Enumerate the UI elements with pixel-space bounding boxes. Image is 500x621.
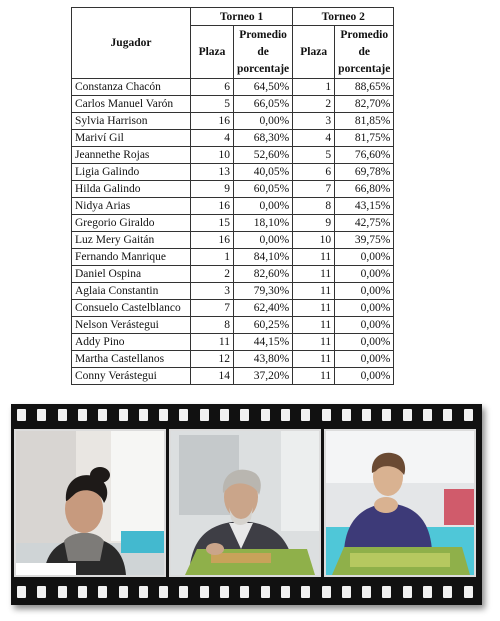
table-row [72,334,394,351]
row-jugador: Jeannethe Rojas [72,147,191,164]
row-t1-plaza: 5 [191,96,234,113]
sprocket-hole [342,409,351,421]
row-t2-promedio: 82,70% [335,96,394,113]
row-t1-plaza: 16 [191,198,234,215]
row-jugador: Aglaia Constantin [72,283,191,300]
table-row [72,147,394,164]
header-t2-promedio-line3: porcentaje [338,62,391,75]
photo-older-man [171,431,319,575]
photo-woman-thinking [326,431,474,575]
row-t2-plaza: 2 [293,96,335,113]
sprocket-hole [37,586,46,598]
row-t2-promedio: 0,00% [335,351,394,368]
row-jugador: Carlos Manuel Varón [72,96,191,113]
photo-frame-2 [169,429,321,577]
row-t1-promedio: 44,15% [234,334,293,351]
table-row [72,164,394,181]
photo-woman-seated [16,431,164,575]
row-t1-plaza: 2 [191,266,234,283]
sprocket-hole [17,409,26,421]
row-t2-promedio: 42,75% [335,215,394,232]
row-t2-promedio: 0,00% [335,334,394,351]
row-t1-promedio: 60,05% [234,181,293,198]
sprocket-hole [322,409,331,421]
header-t1-promedio [234,26,293,79]
row-t2-plaza: 11 [293,351,335,368]
sprocket-hole [17,586,26,598]
row-t1-plaza: 4 [191,130,234,147]
row-t1-plaza: 7 [191,300,234,317]
row-t1-promedio: 66,05% [234,96,293,113]
row-t1-plaza: 16 [191,232,234,249]
sprocket-hole [240,586,249,598]
sprocket-hole [220,409,229,421]
table-row [72,113,394,130]
sprocket-hole [58,409,67,421]
results-table [71,7,394,385]
row-t1-plaza: 10 [191,147,234,164]
table-row [72,300,394,317]
row-t2-plaza: 5 [293,147,335,164]
header-jugador: Jugador [72,8,191,79]
row-t2-promedio: 0,00% [335,317,394,334]
header-t1-promedio-line2: de [257,45,269,58]
row-t1-promedio: 64,50% [234,79,293,96]
photo-frame-3 [324,429,476,577]
sprocket-hole [220,586,229,598]
sprocket-hole [159,586,168,598]
header-t2-promedio-line1: Promedio [340,28,389,41]
row-t1-promedio: 60,25% [234,317,293,334]
table-row [72,232,394,249]
sprocket-hole [98,586,107,598]
sprocket-hole [362,409,371,421]
row-jugador: Daniel Ospina [72,266,191,283]
row-t2-plaza: 11 [293,368,335,385]
row-t2-promedio: 0,00% [335,300,394,317]
row-t1-promedio: 52,60% [234,147,293,164]
sprocket-hole [423,586,432,598]
row-t1-plaza: 13 [191,164,234,181]
table-row [72,215,394,232]
table-row [72,317,394,334]
row-t2-plaza: 8 [293,198,335,215]
row-t1-plaza: 12 [191,351,234,368]
row-t2-plaza: 6 [293,164,335,181]
row-t2-promedio: 43,15% [335,198,394,215]
row-t2-promedio: 0,00% [335,283,394,300]
row-t1-promedio: 84,10% [234,249,293,266]
table-row [72,351,394,368]
header-t1-promedio-line1: Promedio [239,28,287,41]
results-table-body [72,79,394,385]
row-jugador: Sylvia Harrison [72,113,191,130]
row-t2-plaza: 11 [293,249,335,266]
row-t1-plaza: 6 [191,79,234,96]
row-t1-promedio: 82,60% [234,266,293,283]
row-t1-plaza: 9 [191,181,234,198]
sprocket-hole [78,409,87,421]
row-t1-plaza: 11 [191,334,234,351]
row-t2-plaza: 11 [293,283,335,300]
row-t2-promedio: 81,85% [335,113,394,130]
row-t1-promedio: 18,10% [234,215,293,232]
sprocket-hole [464,586,473,598]
header-torneo-1: Torneo 1 [191,8,293,26]
row-t1-plaza: 15 [191,215,234,232]
row-t2-promedio: 0,00% [335,249,394,266]
sprocket-hole [78,586,87,598]
row-t2-plaza: 10 [293,232,335,249]
row-jugador: Luz Mery Gaitán [72,232,191,249]
header-t1-plaza: Plaza [191,26,234,79]
row-t1-plaza: 16 [191,113,234,130]
sprocket-hole [179,586,188,598]
sprocket-hole [342,586,351,598]
sprocket-hole [200,586,209,598]
row-t2-plaza: 11 [293,300,335,317]
sprocket-hole [261,586,270,598]
photo-frame-1 [14,429,166,577]
sprocket-hole [159,409,168,421]
row-t1-promedio: 37,20% [234,368,293,385]
table-row [72,368,394,385]
table-row [72,181,394,198]
row-t2-promedio: 66,80% [335,181,394,198]
sprocket-hole [200,409,209,421]
row-t1-promedio: 62,40% [234,300,293,317]
sprocket-hole [443,586,452,598]
row-t2-plaza: 3 [293,113,335,130]
row-jugador: Hilda Galindo [72,181,191,198]
row-t2-plaza: 4 [293,130,335,147]
row-t1-promedio: 43,80% [234,351,293,368]
sprocket-hole [281,409,290,421]
row-t2-plaza: 9 [293,215,335,232]
row-t1-promedio: 0,00% [234,232,293,249]
sprocket-hole [443,409,452,421]
table-row [72,198,394,215]
sprocket-hole [139,586,148,598]
row-t2-promedio: 0,00% [335,266,394,283]
row-t1-promedio: 68,30% [234,130,293,147]
sprocket-hole [281,586,290,598]
row-jugador: Conny Verástegui [72,368,191,385]
row-t2-promedio: 39,75% [335,232,394,249]
sprocket-hole [403,586,412,598]
row-t1-promedio: 40,05% [234,164,293,181]
row-t1-promedio: 0,00% [234,198,293,215]
sprocket-hole [261,409,270,421]
table-row [72,266,394,283]
row-t1-promedio: 0,00% [234,113,293,130]
sprocket-hole [322,586,331,598]
row-t2-promedio: 69,78% [335,164,394,181]
sprocket-hole [179,409,188,421]
row-jugador: Fernando Manrique [72,249,191,266]
row-t2-promedio: 81,75% [335,130,394,147]
row-jugador: Consuelo Castelblanco [72,300,191,317]
table-row [72,130,394,147]
table-row [72,96,394,113]
sprocket-holes-bottom [11,586,482,600]
sprocket-hole [362,586,371,598]
header-t1-promedio-line3: porcentaje [237,62,290,75]
sprocket-hole [382,586,391,598]
row-jugador: Nelson Verástegui [72,317,191,334]
header-torneo-2: Torneo 2 [293,8,394,26]
film-strip [11,404,482,605]
table-row [72,79,394,96]
row-t2-promedio: 88,65% [335,79,394,96]
sprocket-hole [301,586,310,598]
sprocket-hole [403,409,412,421]
row-jugador: Nidya Arias [72,198,191,215]
sprocket-hole [98,409,107,421]
header-t2-promedio-line2: de [358,45,370,58]
row-t2-promedio: 76,60% [335,147,394,164]
row-jugador: Martha Castellanos [72,351,191,368]
row-jugador: Gregorio Giraldo [72,215,191,232]
row-t2-plaza: 11 [293,266,335,283]
sprocket-hole [139,409,148,421]
row-t2-plaza: 11 [293,317,335,334]
sprocket-holes-top [11,409,482,423]
sprocket-hole [382,409,391,421]
row-t2-plaza: 7 [293,181,335,198]
row-jugador: Constanza Chacón [72,79,191,96]
table-row [72,249,394,266]
row-t1-plaza: 8 [191,317,234,334]
header-t2-plaza: Plaza [293,26,335,79]
table-row [72,283,394,300]
row-t1-promedio: 79,30% [234,283,293,300]
sprocket-hole [423,409,432,421]
row-t1-plaza: 1 [191,249,234,266]
sprocket-hole [37,409,46,421]
sprocket-hole [119,409,128,421]
row-t2-plaza: 1 [293,79,335,96]
sprocket-hole [464,409,473,421]
row-t2-plaza: 11 [293,334,335,351]
sprocket-hole [301,409,310,421]
row-jugador: Ligia Galindo [72,164,191,181]
row-t1-plaza: 3 [191,283,234,300]
sprocket-hole [240,409,249,421]
header-t2-promedio [335,26,394,79]
row-t2-promedio: 0,00% [335,368,394,385]
sprocket-hole [119,586,128,598]
row-jugador: Addy Pino [72,334,191,351]
row-jugador: Mariví Gil [72,130,191,147]
row-t1-plaza: 14 [191,368,234,385]
sprocket-hole [58,586,67,598]
